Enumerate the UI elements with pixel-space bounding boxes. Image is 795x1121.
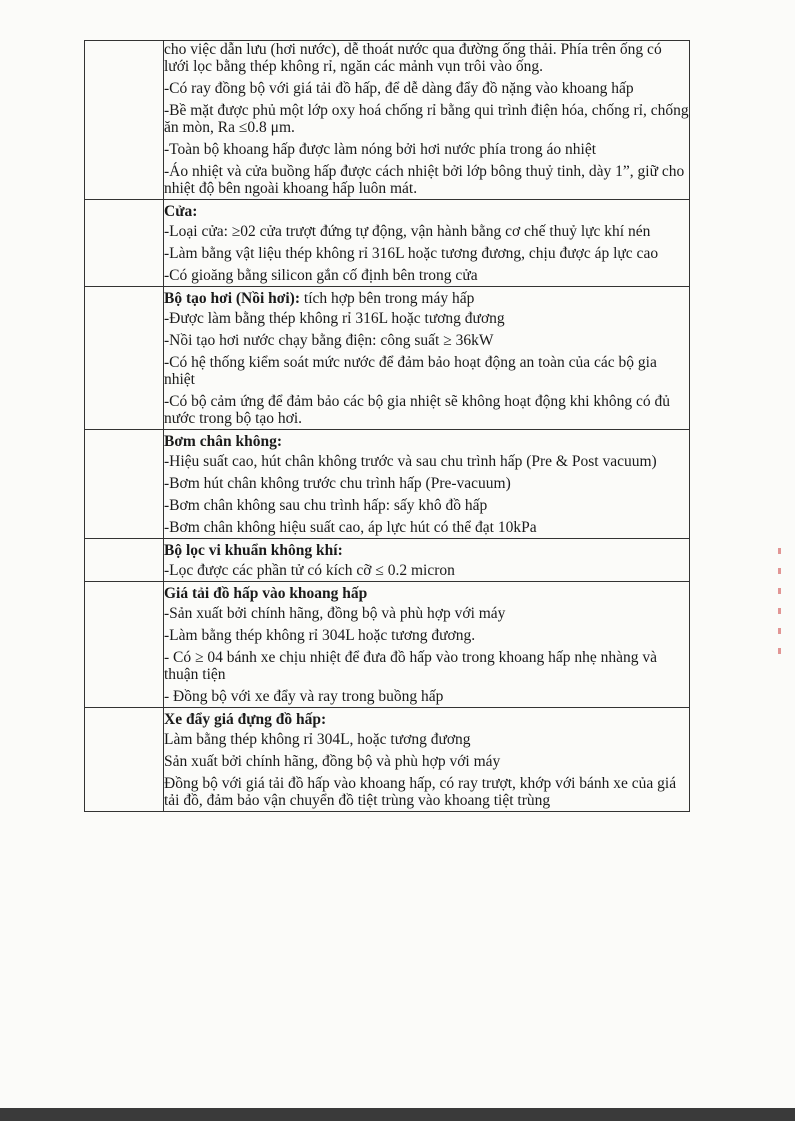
spec-row	[85, 200, 690, 287]
section-heading	[164, 289, 689, 309]
scan-bottom-edge	[0, 1108, 795, 1121]
spec-line: Sản xuất bởi chính hãng, đồng bộ và phù hợp với máy	[164, 753, 501, 770]
spec-line: -Áo nhiệt và cửa buồng hấp được cách nhiệt bởi lớp bông thuỷ tinh, dày 1”, giữ cho nhiệt độ bên ngoài khoang hấp luôn mát.	[164, 163, 685, 197]
spec-line: -Bơm chân không sau chu trình hấp: sấy khô đồ hấp	[164, 497, 488, 514]
spec-row	[85, 430, 690, 539]
index-cell	[85, 539, 164, 582]
spec-line: -Hiệu suất cao, hút chân không trước và sau chu trình hấp (Pre & Post vacuum)	[164, 453, 657, 470]
section-heading-text: Bộ tạo hơi (Nồi hơi):	[164, 290, 301, 307]
spec-line: -Có gioăng bằng silicon gắn cố định bên trong cửa	[164, 267, 478, 284]
spec-line: -Toàn bộ khoang hấp được làm nóng bởi hơi nước phía trong áo nhiệt	[164, 141, 597, 158]
spec-line: -Bơm chân không hiệu suất cao, áp lực hút có thể đạt 10kPa	[164, 519, 537, 536]
spec-row	[85, 41, 690, 200]
spec-line: Đồng bộ với giá tải đồ hấp vào khoang hấp, có ray trượt, khớp với bánh xe của giá tải đồ, đảm bảo vận chuyển đồ tiệt trùng vào khoang tiệt trùng	[164, 775, 677, 809]
spec-line: cho việc dẫn lưu (hơi nước), dễ thoát nước qua đường ống thải. Phía trên ống có lưới lọc bằng thép không rỉ, ngăn các mảnh vụn trôi vào ống.	[164, 41, 662, 75]
content-cell	[164, 539, 690, 582]
section-heading	[164, 202, 689, 222]
spec-table-body	[85, 41, 690, 812]
spec-line: -Có ray đồng bộ với giá tải đồ hấp, để dễ dàng đẩy đồ nặng vào khoang hấp	[164, 80, 634, 97]
section-heading	[164, 584, 689, 604]
section-heading	[164, 710, 689, 730]
spec-line: -Được làm bằng thép không rỉ 316L hoặc tương đương	[164, 310, 505, 327]
spec-table	[84, 40, 690, 812]
index-cell	[85, 430, 164, 539]
section-heading-note: tích hợp bên trong máy hấp	[300, 290, 475, 307]
spec-row	[85, 539, 690, 582]
spec-line: -Có bộ cảm ứng để đảm bảo các bộ gia nhiệt sẽ không hoạt động khi không có đủ nước trong bộ tạo hơi.	[164, 393, 671, 427]
index-cell	[85, 287, 164, 430]
section-heading-text: Giá tải đồ hấp vào khoang hấp	[164, 585, 368, 602]
section-heading-text: Xe đẩy giá đựng đồ hấp:	[164, 711, 327, 728]
spec-row	[85, 708, 690, 812]
index-cell	[85, 708, 164, 812]
spec-line: -Làm bằng vật liệu thép không rỉ 316L hoặc tương đương, chịu được áp lực cao	[164, 245, 659, 262]
spec-line: -Nồi tạo hơi nước chạy bằng điện: công suất ≥ 36kW	[164, 332, 494, 349]
content-cell	[164, 200, 690, 287]
index-cell	[85, 582, 164, 708]
content-cell	[164, 708, 690, 812]
spec-row	[85, 287, 690, 430]
spec-line: - Có ≥ 04 bánh xe chịu nhiệt để đưa đồ hấp vào trong khoang hấp nhẹ nhàng và thuận tiện	[164, 649, 657, 683]
section-heading	[164, 432, 689, 452]
content-cell	[164, 430, 690, 539]
spec-line: -Bề mặt được phủ một lớp oxy hoá chống rỉ bằng qui trình điện hóa, chống rỉ, chống ăn mòn, Ra ≤0.8 μm.	[164, 102, 689, 136]
spec-row	[85, 582, 690, 708]
index-cell	[85, 200, 164, 287]
index-cell	[85, 41, 164, 200]
section-heading-text: Bơm chân không:	[164, 433, 282, 450]
margin-marks	[772, 548, 792, 688]
section-heading-text: Cửa:	[164, 203, 198, 220]
spec-line: -Sản xuất bởi chính hãng, đồng bộ và phù hợp với máy	[164, 605, 506, 622]
section-heading-text: Bộ lọc vi khuẩn không khí:	[164, 542, 343, 559]
spec-line: -Loại cửa: ≥02 cửa trượt đứng tự động, vận hành bằng cơ chế thuỷ lực khí nén	[164, 223, 651, 240]
spec-line: -Có hệ thống kiểm soát mức nước để đảm bảo hoạt động an toàn của các bộ gia nhiệt	[164, 354, 657, 388]
content-cell	[164, 582, 690, 708]
content-cell	[164, 287, 690, 430]
spec-line: -Làm bằng thép không rỉ 304L hoặc tương đương.	[164, 627, 476, 644]
spec-line: - Đồng bộ với xe đẩy và ray trong buồng hấp	[164, 688, 444, 705]
section-heading	[164, 541, 689, 561]
content-cell	[164, 41, 690, 200]
spec-line: -Bơm hút chân không trước chu trình hấp (Pre-vacuum)	[164, 475, 511, 492]
spec-line: -Lọc được các phần tử có kích cỡ ≤ 0.2 micron	[164, 562, 455, 579]
spec-line: Làm bằng thép không rỉ 304L, hoặc tương đương	[164, 731, 471, 748]
